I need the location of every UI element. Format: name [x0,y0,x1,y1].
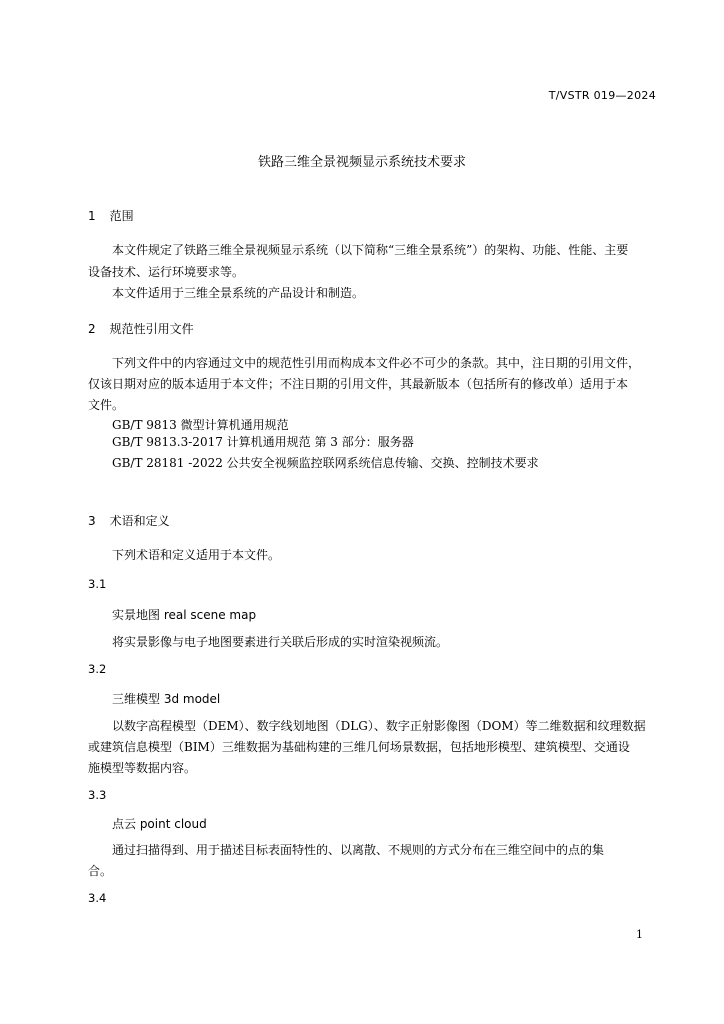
document-code: T/VSTR 019—2024 [548,89,656,102]
term-definition: 或建筑信息模型（BIM）三维数据为基础构建的三维几何场景数据，包括地形模型、建筑模型、交通设 [88,740,630,754]
clause-number: 3.2 [88,662,107,676]
paragraph-line: 本文件适用于三维全景系统的产品设计和制造。 [112,286,365,300]
section-number: 1 [88,209,96,223]
reference-item: GB/T 28181 -2022 公共安全视频监控联网系统信息传输、交换、控制技术要求 [112,456,539,470]
paragraph-line: 下列文件中的内容通过文中的规范性引用而构成本文件必不可少的条款。其中，注日期的引用文件， [112,356,641,370]
term-definition: 将实景影像与电子地图要素进行关联后形成的实时渲染视频流。 [112,635,449,649]
reference-item: GB/T 9813 微型计算机通用规范 [112,418,289,432]
paragraph-line: 下列术语和定义适用于本文件。 [112,548,281,562]
section-title: 范围 [109,209,134,223]
term-definition: 通过扫描得到、用于描述目标表面特性的、以离散、不规则的方式分布在三维空间中的点的集 [112,843,605,857]
term-definition: 以数字高程模型（DEM）、数字线划地图（DLG）、数字正射影像图（DOM）等二维数据和纹理数据 [112,719,646,733]
paragraph-line: 文件。 [88,398,125,412]
section-title: 规范性引用文件 [109,322,194,336]
clause-number: 3.1 [88,577,107,591]
reference-item: GB/T 9813.3-2017 计算机通用规范 第 3 部分：服务器 [112,435,414,449]
term-title: 实景地图 real scene map [112,608,257,622]
page-number: 1 [636,928,643,941]
document-title: 铁路三维全景视频显示系统技术要求 [257,155,466,170]
paragraph-line: 设备技术、运行环境要求等。 [88,265,245,279]
section-1-heading [88,207,134,224]
paragraph-line: 本文件规定了铁路三维全景视频显示系统（以下简称“三维全景系统”）的架构、功能、性能、主要 [112,243,629,257]
term-title: 点云 point cloud [112,817,207,831]
term-title: 三维模型 3d model [112,692,221,706]
section-number: 2 [88,322,96,336]
section-title: 术语和定义 [109,514,170,528]
section-number: 3 [88,514,96,528]
section-3-heading [88,512,170,529]
term-definition: 施模型等数据内容。 [88,761,197,775]
paragraph-line: 仅该日期对应的版本适用于本文件；不注日期的引用文件，其最新版本（包括所有的修改单）适用于本 [88,377,629,391]
clause-number: 3.4 [88,891,107,905]
section-2-heading [88,320,194,337]
clause-number: 3.3 [88,788,107,802]
term-definition: 合。 [88,864,113,878]
